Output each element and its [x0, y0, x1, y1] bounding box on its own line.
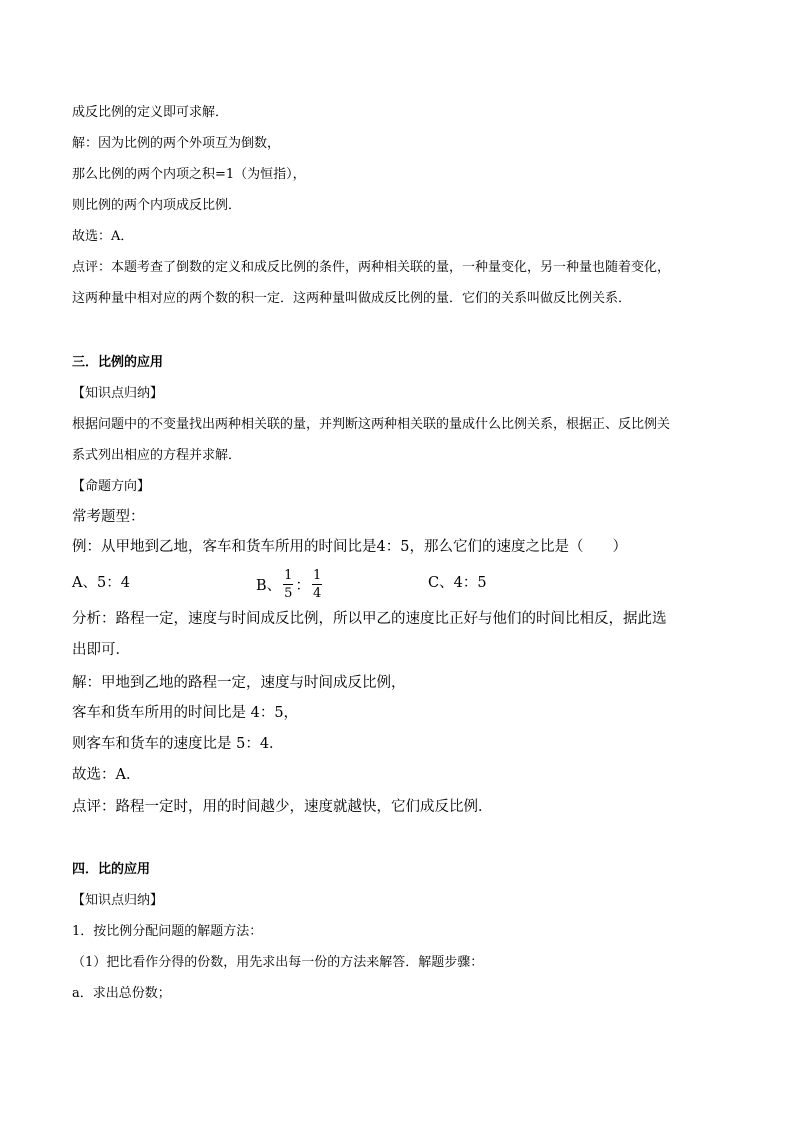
text-line: 解：因为比例的两个外项互为倒数，: [72, 136, 281, 151]
text-line: 系式列出相应的方程并求解．: [72, 448, 242, 463]
knowledge-tag: 【知识点归纳】: [72, 893, 164, 908]
knowledge-tag: 【知识点归纳】: [72, 386, 164, 401]
denominator: 4: [312, 585, 322, 601]
analysis-line: 出即可．: [72, 642, 130, 658]
text-line: （1）把比看作分得的份数，用先求出每一份的方法来解答．解题步骤：: [72, 955, 484, 970]
analysis-line: 分析：路程一定，速度与时间成反比例，所以甲乙的速度比正好与他们的时间比相反，据此选: [72, 611, 667, 627]
option-b: [256, 568, 324, 600]
text-line: 成反比例的定义即可求解．: [72, 105, 229, 120]
direction-tag: 【命题方向】: [72, 479, 151, 494]
solution-line: 则客车和货车的速度比是 5：4．: [72, 736, 284, 752]
ratio-sign: ：: [295, 577, 310, 594]
section-heading: 四．比的应用: [72, 862, 151, 877]
text-line: 则比例的两个内项成反比例．: [72, 198, 242, 213]
text-line: 故选：A．: [72, 229, 134, 244]
solution-line: 解：甲地到乙地的路程一定，速度与时间成反比例，: [72, 675, 406, 691]
answer-options: [72, 568, 722, 600]
text-line: 那么比例的两个内项之积=1（为恒指），: [72, 167, 306, 182]
comment-line: 点评：路程一定时，用的时间越少，速度就越快，它们成反比例．: [72, 799, 493, 815]
text-line: 点评：本题考查了倒数的定义和成反比例的条件，两种相关联的量，一种量变化，另一种量也随着变化，: [72, 260, 671, 275]
text-line: 1．按比例分配问题的解题方法：: [72, 924, 263, 939]
example-question: 例：从甲地到乙地，客车和货车所用的时间比是4：5，那么它们的速度之比是（ ）: [72, 539, 627, 555]
numerator: 1: [284, 567, 293, 583]
text-line: 根据问题中的不变量找出两种相关联的量，并判断这两种相关联的量成什么比例关系，根据正、反比例关: [72, 417, 671, 432]
solution-line: 客车和货车所用的时间比是 4：5，: [72, 705, 299, 721]
fraction: [283, 569, 293, 600]
denominator: 5: [284, 585, 293, 601]
option-b-label: B、: [256, 577, 282, 594]
choice-line: 故选：A．: [72, 767, 141, 783]
text-line: a．求出总份数；: [72, 986, 171, 1001]
option-a: A、5：4: [72, 575, 130, 591]
fraction: [312, 569, 322, 600]
option-c: C、4：5: [428, 575, 487, 591]
numerator: 1: [312, 567, 322, 583]
text-line: 常考题型：: [72, 509, 145, 525]
section-heading: 三．比例的应用: [72, 355, 164, 370]
text-line: 这两种量中相对应的两个数的积一定．这两种量叫做成反比例的量．它们的关系叫做反比例关系．: [72, 291, 632, 306]
